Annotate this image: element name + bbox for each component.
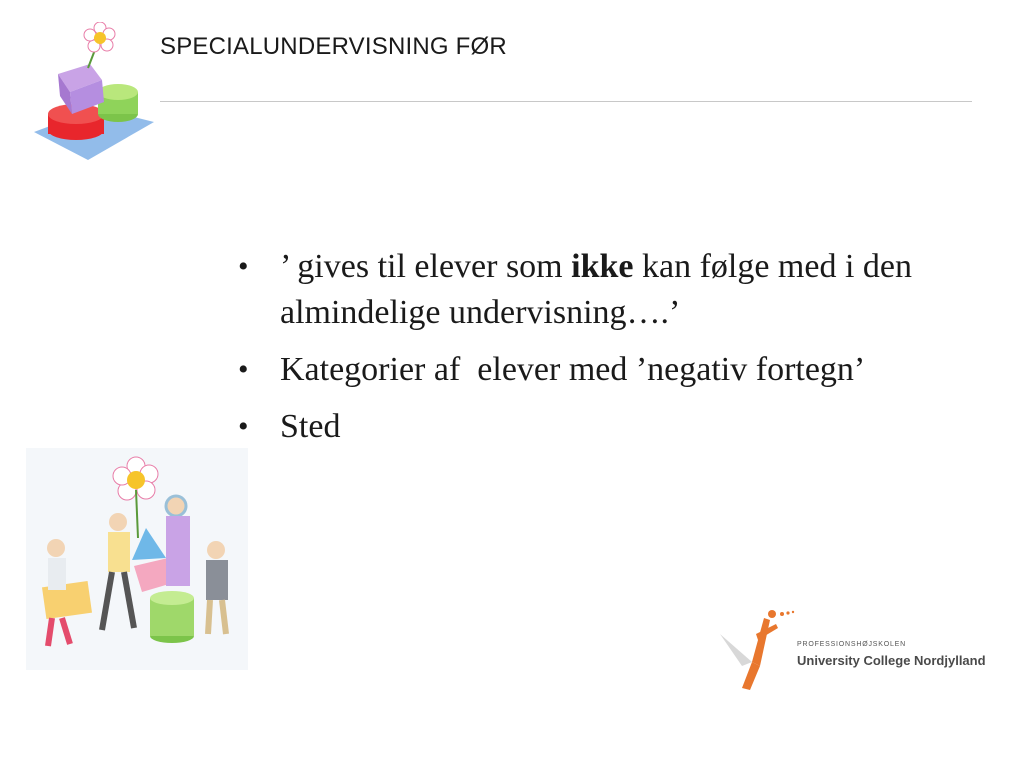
bullet-text: Sted — [280, 408, 341, 445]
ucn-logo-mark — [712, 604, 796, 696]
bullet-text: kan følge med i den almindelige undervisning….’ — [280, 248, 913, 331]
logo-name: University College Nordjylland — [797, 653, 986, 668]
title-divider — [160, 101, 972, 102]
bullet-text-bold: ikke — [571, 248, 634, 285]
slide-title: SPECIALUNDERVISNING FØR — [160, 33, 507, 60]
bullet-item — [238, 347, 958, 393]
flower-blocks-illustration — [28, 22, 160, 172]
bullet-list — [238, 244, 958, 450]
bullet-glyph: • — [238, 250, 249, 283]
logo-tagline: PROFESSIONSHØJSKOLEN — [797, 641, 906, 648]
bullet-glyph: • — [238, 353, 249, 386]
children-playing-blocks-illustration — [26, 448, 248, 670]
bullet-glyph: • — [238, 410, 249, 443]
bullet-item — [238, 244, 958, 336]
bullet-text: ’ gives til elever som — [280, 248, 572, 285]
bullet-text: Kategorier af elever med ’negativ fortegn’ — [280, 351, 866, 388]
ucn-logo — [712, 604, 986, 696]
bullet-item — [238, 404, 958, 450]
bullet-list-container — [238, 244, 958, 461]
